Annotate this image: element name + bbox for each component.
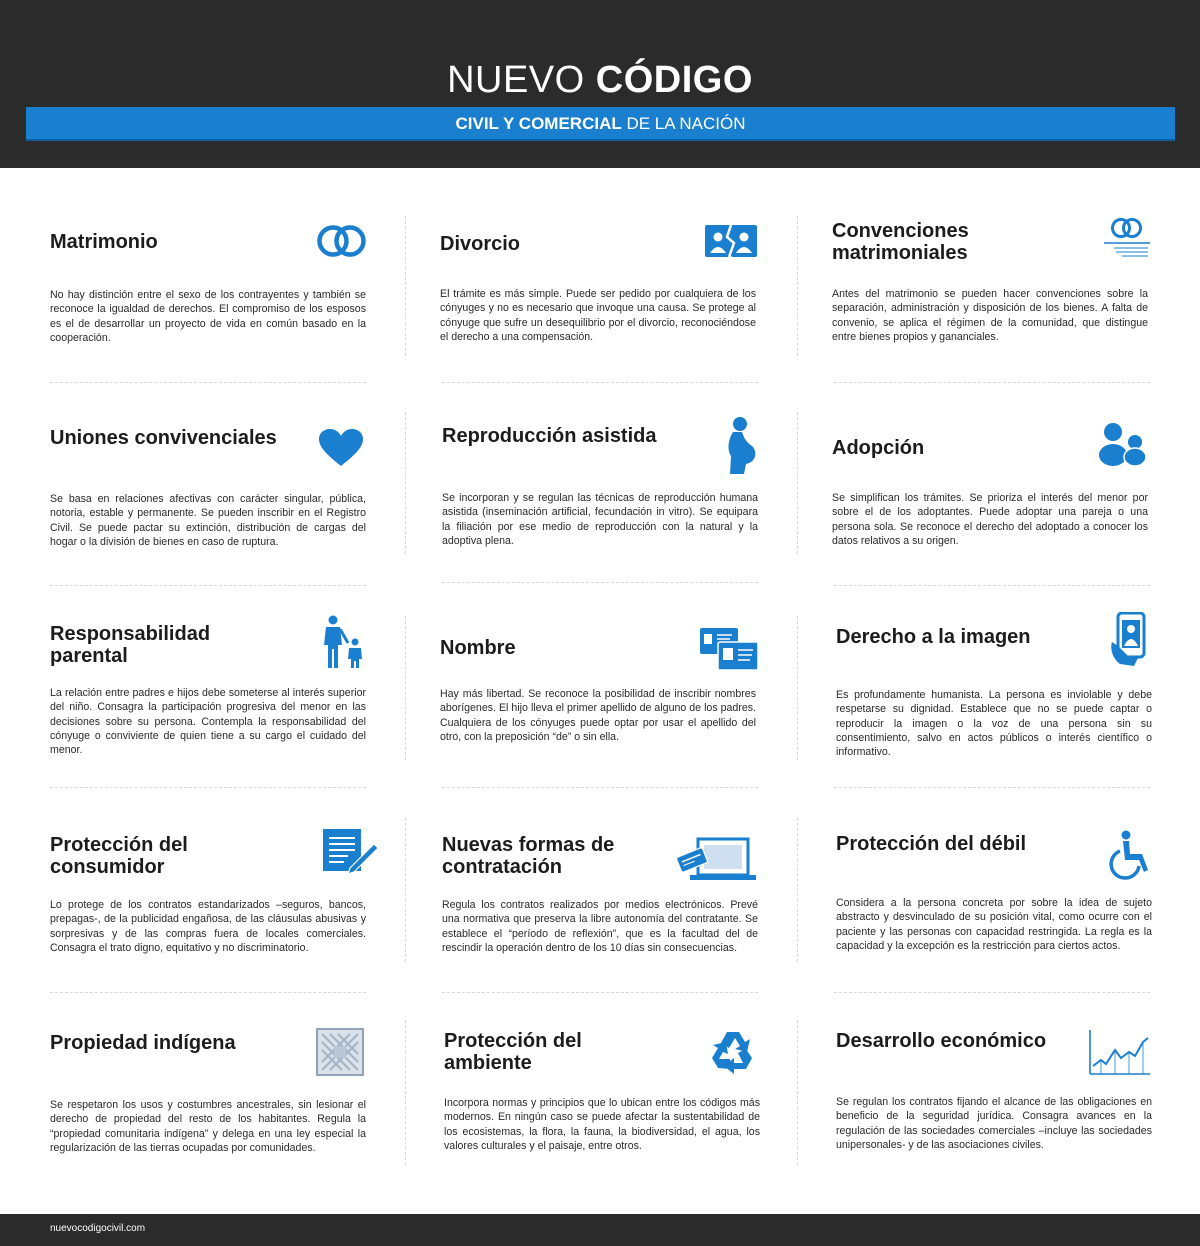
card-text: Regula los contratos realizados por medios electrónicos. Prevé una normativa que preserva la libre autonomía del contratante. Se establece el “período de reflexión”, que es la facultad del de rescindir la operación dentro de los 10 días sin consecuencias. <box>442 899 758 954</box>
title-light: NUEVO <box>447 59 596 101</box>
column-divider <box>797 818 798 962</box>
card-text: Se respetaron los usos y costumbres ancestrales, sin lesionar el derecho de propiedad del resto de los habitantes. Regula la “propiedad comunitaria indígena” y delega en una ley especial la regularización de las tierras ocupadas por comunidades. <box>50 1099 366 1154</box>
pregnant-woman-icon <box>722 416 758 474</box>
card-text: Hay más libertad. Se reconoce la posibilidad de inscribir nombres aborígenes. El hijo lleva el primer apellido de alguno de los padres. Cualquiera de los cónyuges puede optar por usar el apellido del otro, con la preposición “de” o sin ella. <box>440 688 756 743</box>
row-divider <box>834 787 1150 788</box>
card-text: Se basa en relaciones afectivas con carácter singular, pública, notoria, estable y permanente. Se pueden inscribir en el Registro Civil. Se puede pactar su extinción, distribución de cargas del hogar o la división de bienes en caso de ruptura. <box>50 493 366 548</box>
column-divider <box>797 412 798 554</box>
row-divider <box>442 787 758 788</box>
card-reproduccion <box>442 412 760 554</box>
card-title: Nuevas formas de contratación <box>442 834 615 878</box>
split-couple-icon <box>704 223 758 259</box>
growth-chart-icon <box>1088 1030 1150 1076</box>
title-bold: CÓDIGO <box>595 59 753 101</box>
row-divider <box>834 382 1150 383</box>
card-title: Propiedad indígena <box>50 1032 236 1054</box>
row-divider <box>442 582 758 583</box>
rings-contract-icon <box>1102 214 1152 260</box>
card-title: Nombre <box>440 637 516 659</box>
subtitle-light: DE LA NACIÓN <box>621 114 746 133</box>
card-title: Protección del consumidor <box>50 834 188 878</box>
card-text: Es profundamente humanista. La persona es inviolable y debe respetarse su dignidad. Establece que no se puede captar o reproducir la imagen o la voz de una persona sin su consentimiento, salvo en actos públicos o interés científico o informativo. <box>836 689 1152 759</box>
card-debil <box>836 818 1154 962</box>
column-divider <box>405 216 406 356</box>
row-divider <box>834 992 1150 993</box>
row-divider <box>50 992 366 993</box>
card-title: Divorcio <box>440 233 521 255</box>
column-divider <box>405 1020 406 1165</box>
column-divider <box>405 818 406 962</box>
card-title: Reproducción asistida <box>442 425 657 447</box>
card-text: Se incorporan y se regulan las técnicas de reproducción humana asistida (inseminación artificial, fecundación in vitro). Se equipara la filiación por ese medio de reproducción con la natural y la adoptiva plena. <box>442 492 758 547</box>
card-text: Se simplifican los trámites. Se prioriza el interés del menor por sobre el de los adoptantes. Puede adoptar una pareja o una persona sola. Se reconoce el derecho del adoptado a conocer los datos relativos a su origen. <box>832 492 1148 547</box>
card-title: Desarrollo económico <box>836 1030 1047 1052</box>
subtitle-bold: CIVIL Y COMERCIAL <box>455 114 622 133</box>
footer <box>0 1214 1200 1246</box>
family-icon <box>1098 422 1150 466</box>
parent-child-icon <box>320 615 364 669</box>
column-divider <box>405 616 406 760</box>
row-divider <box>50 787 366 788</box>
card-text: Se regulan los contratos fijando el alcance de las obligaciones en beneficio de la seguridad jurídica. Consagra avances en la regulación de las sociedades comerciales –incluye las sociedades unipersonales- y de las asociaciones civiles. <box>836 1096 1152 1151</box>
heart-icon <box>318 428 364 468</box>
row-divider <box>442 992 758 993</box>
header <box>0 0 1200 168</box>
card-text: El trámite es más simple. Puede ser pedido por cualquiera de los cónyuges y no es necesario que invoque una causa. Se protege al cónyuge que sufre un desequilibrio por el divorcio, reconociéndose el derecho a una compensación. <box>440 288 756 343</box>
card-title: Responsabilidad parental <box>50 623 211 667</box>
card-text: Considera a la persona concreta por sobre la idea de sujeto abstracto y desvinculado de su posición vital, como ocurre con el paciente y las personas con capacidad restringida. La regla es la capacidad y la excepción es la restricción para ciertos actos. <box>836 897 1152 952</box>
card-text: No hay distinción entre el sexo de los contrayentes y también se reconoce la igualdad de derechos. El compromiso de los esposos es el de desarrollar un proyecto de vida en común basado en la cooperación. <box>50 289 366 344</box>
card-title: Protección del débil <box>836 833 1027 855</box>
card-title: Adopción <box>832 437 925 459</box>
card-title: Matrimonio <box>50 231 158 253</box>
phone-photo-icon <box>1108 612 1148 668</box>
row-divider <box>50 585 366 586</box>
laptop-card-icon <box>674 836 758 882</box>
column-divider <box>797 216 798 356</box>
row-divider <box>442 382 758 383</box>
subtitle-band <box>26 107 1175 141</box>
column-divider <box>405 412 406 554</box>
document-pen-icon <box>322 828 380 874</box>
row-divider <box>834 585 1150 586</box>
card-consumidor <box>50 818 368 962</box>
wheelchair-icon <box>1108 830 1152 880</box>
recycle-icon <box>710 1028 756 1074</box>
card-title: Convenciones matrimoniales <box>832 220 969 264</box>
wedding-rings-icon <box>316 224 368 258</box>
card-title: Derecho a la imagen <box>836 626 1031 648</box>
card-title: Uniones convivenciales <box>50 427 277 449</box>
card-text: Lo protege de los contratos estandarizados –seguros, bancos, prepagas-, de la publicidad engañosa, de las cláusulas abusivas y sorpresivas y de las compras fuera de locales comerciales. Consagra el trato digno, equitativo y no discriminatorio. <box>50 899 366 954</box>
card-text: Incorpora normas y principios que lo ubican entre los códigos más modernos. En ningún caso se puede afectar la sustentabilidad de los ecosistemas, la flora, la fauna, la biodiversidad, el agua, los valores culturales y el paisaje, entre otros. <box>444 1097 760 1152</box>
page-title <box>0 58 1200 102</box>
column-divider <box>797 616 798 760</box>
column-divider <box>797 1020 798 1165</box>
footer-url[interactable]: nuevocodigocivil.com <box>50 1223 146 1234</box>
woven-textile-icon <box>316 1028 364 1076</box>
row-divider <box>50 382 366 383</box>
card-imagen <box>836 616 1154 760</box>
card-text: La relación entre padres e hijos debe someterse al interés superior del niño. Consagra la participación progresiva del menor en las decisiones sobre su persona. Contempla la responsabilidad del cónyuge o conviviente de quien tiene a su cargo el cuidado del menor. <box>50 687 366 757</box>
card-text: Antes del matrimonio se pueden hacer convenciones sobre la separación, administración y disposición de los bienes. A falta de convenio, se aplica el régimen de la comunidad, que distingue entre bienes propios y gananciales. <box>832 288 1148 343</box>
id-cards-icon <box>700 626 758 672</box>
card-title: Protección del ambiente <box>444 1030 582 1074</box>
